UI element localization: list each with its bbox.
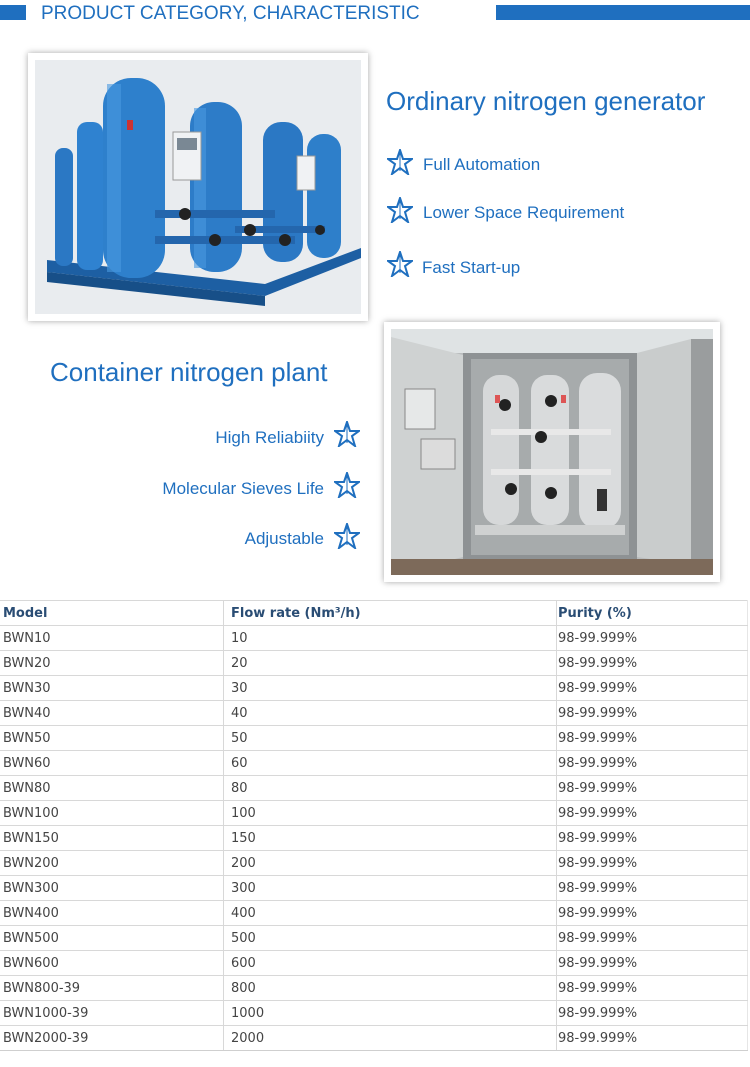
star-icon xyxy=(334,472,360,498)
cell-model: BWN200 xyxy=(0,851,224,876)
cell-model: BWN10 xyxy=(0,626,224,651)
cell-model: BWN100 xyxy=(0,801,224,826)
cell-model: BWN600 xyxy=(0,951,224,976)
table-row xyxy=(0,726,748,751)
cell-flow-rate: 50 xyxy=(224,726,557,751)
table-row xyxy=(0,676,748,701)
cell-flow-rate: 100 xyxy=(224,801,557,826)
cell-flow-rate: 20 xyxy=(224,651,557,676)
cell-model: BWN80 xyxy=(0,776,224,801)
cell-purity: 98-99.999% xyxy=(557,826,748,851)
feature-fast-startup: Fast Start-up xyxy=(422,258,521,277)
cell-model: BWN800-39 xyxy=(0,976,224,1001)
table-row xyxy=(0,801,748,826)
cell-flow-rate: 300 xyxy=(224,876,557,901)
cell-flow-rate: 80 xyxy=(224,776,557,801)
cell-purity: 98-99.999% xyxy=(557,976,748,1001)
cell-purity: 98-99.999% xyxy=(557,1026,748,1051)
ordinary-generator-title: Ordinary nitrogen generator xyxy=(386,86,706,116)
cell-purity: 98-99.999% xyxy=(557,1001,748,1026)
cell-purity: 98-99.999% xyxy=(557,751,748,776)
col-header-purity: Purity (%) xyxy=(557,601,748,626)
table-row xyxy=(0,851,748,876)
cell-purity: 98-99.999% xyxy=(557,801,748,826)
table-row xyxy=(0,1026,748,1051)
cell-flow-rate: 10 xyxy=(224,626,557,651)
cell-flow-rate: 200 xyxy=(224,851,557,876)
cell-purity: 98-99.999% xyxy=(557,776,748,801)
cell-model: BWN20 xyxy=(0,651,224,676)
nitrogen-generator-photo xyxy=(28,53,368,321)
feature-molecular-sieves: Molecular Sieves Life xyxy=(162,479,324,498)
cell-model: BWN300 xyxy=(0,876,224,901)
cell-flow-rate: 60 xyxy=(224,751,557,776)
cell-flow-rate: 2000 xyxy=(224,1026,557,1051)
cell-model: BWN50 xyxy=(0,726,224,751)
star-icon xyxy=(334,421,360,447)
feature-high-reliability: High Reliabiity xyxy=(215,428,324,447)
cell-purity: 98-99.999% xyxy=(557,876,748,901)
table-row xyxy=(0,876,748,901)
cell-model: BWN500 xyxy=(0,926,224,951)
cell-model: BWN1000-39 xyxy=(0,1001,224,1026)
cell-flow-rate: 600 xyxy=(224,951,557,976)
star-icon xyxy=(334,523,360,549)
cell-model: BWN400 xyxy=(0,901,224,926)
cell-purity: 98-99.999% xyxy=(557,701,748,726)
cell-flow-rate: 400 xyxy=(224,901,557,926)
cell-model: BWN40 xyxy=(0,701,224,726)
header-bar-left xyxy=(0,5,26,20)
cell-model: BWN60 xyxy=(0,751,224,776)
cell-purity: 98-99.999% xyxy=(557,901,748,926)
container-plant-title: Container nitrogen plant xyxy=(50,357,328,387)
cell-flow-rate: 40 xyxy=(224,701,557,726)
table-header-row xyxy=(0,601,748,626)
table-row xyxy=(0,651,748,676)
cell-flow-rate: 150 xyxy=(224,826,557,851)
table-body xyxy=(0,626,748,1051)
table-row xyxy=(0,976,748,1001)
table-row xyxy=(0,626,748,651)
table-row xyxy=(0,826,748,851)
cell-flow-rate: 1000 xyxy=(224,1001,557,1026)
spec-table xyxy=(0,600,748,1051)
feature-full-automation: Full Automation xyxy=(423,155,541,174)
table-row xyxy=(0,951,748,976)
table-row xyxy=(0,926,748,951)
feature-adjustable: Adjustable xyxy=(244,529,324,548)
cell-purity: 98-99.999% xyxy=(557,626,748,651)
cell-flow-rate: 500 xyxy=(224,926,557,951)
table-row xyxy=(0,751,748,776)
table-row xyxy=(0,1001,748,1026)
cell-model: BWN30 xyxy=(0,676,224,701)
cell-flow-rate: 30 xyxy=(224,676,557,701)
cell-purity: 98-99.999% xyxy=(557,726,748,751)
star-icon xyxy=(387,197,413,223)
cell-purity: 98-99.999% xyxy=(557,651,748,676)
star-icon xyxy=(387,251,413,277)
section-header-title: PRODUCT CATEGORY, CHARACTERISTIC xyxy=(41,3,420,24)
container-plant-photo xyxy=(384,322,720,582)
cell-model: BWN2000-39 xyxy=(0,1026,224,1051)
table-row xyxy=(0,776,748,801)
col-header-flow-rate: Flow rate (Nm³/h) xyxy=(224,601,557,626)
cell-purity: 98-99.999% xyxy=(557,676,748,701)
cell-model: BWN150 xyxy=(0,826,224,851)
header-bar-right xyxy=(496,5,750,20)
cell-purity: 98-99.999% xyxy=(557,926,748,951)
star-icon xyxy=(387,149,413,175)
table-row xyxy=(0,901,748,926)
col-header-model: Model xyxy=(0,601,224,626)
feature-lower-space: Lower Space Requirement xyxy=(423,203,625,222)
table-row xyxy=(0,701,748,726)
cell-purity: 98-99.999% xyxy=(557,951,748,976)
cell-flow-rate: 800 xyxy=(224,976,557,1001)
cell-purity: 98-99.999% xyxy=(557,851,748,876)
